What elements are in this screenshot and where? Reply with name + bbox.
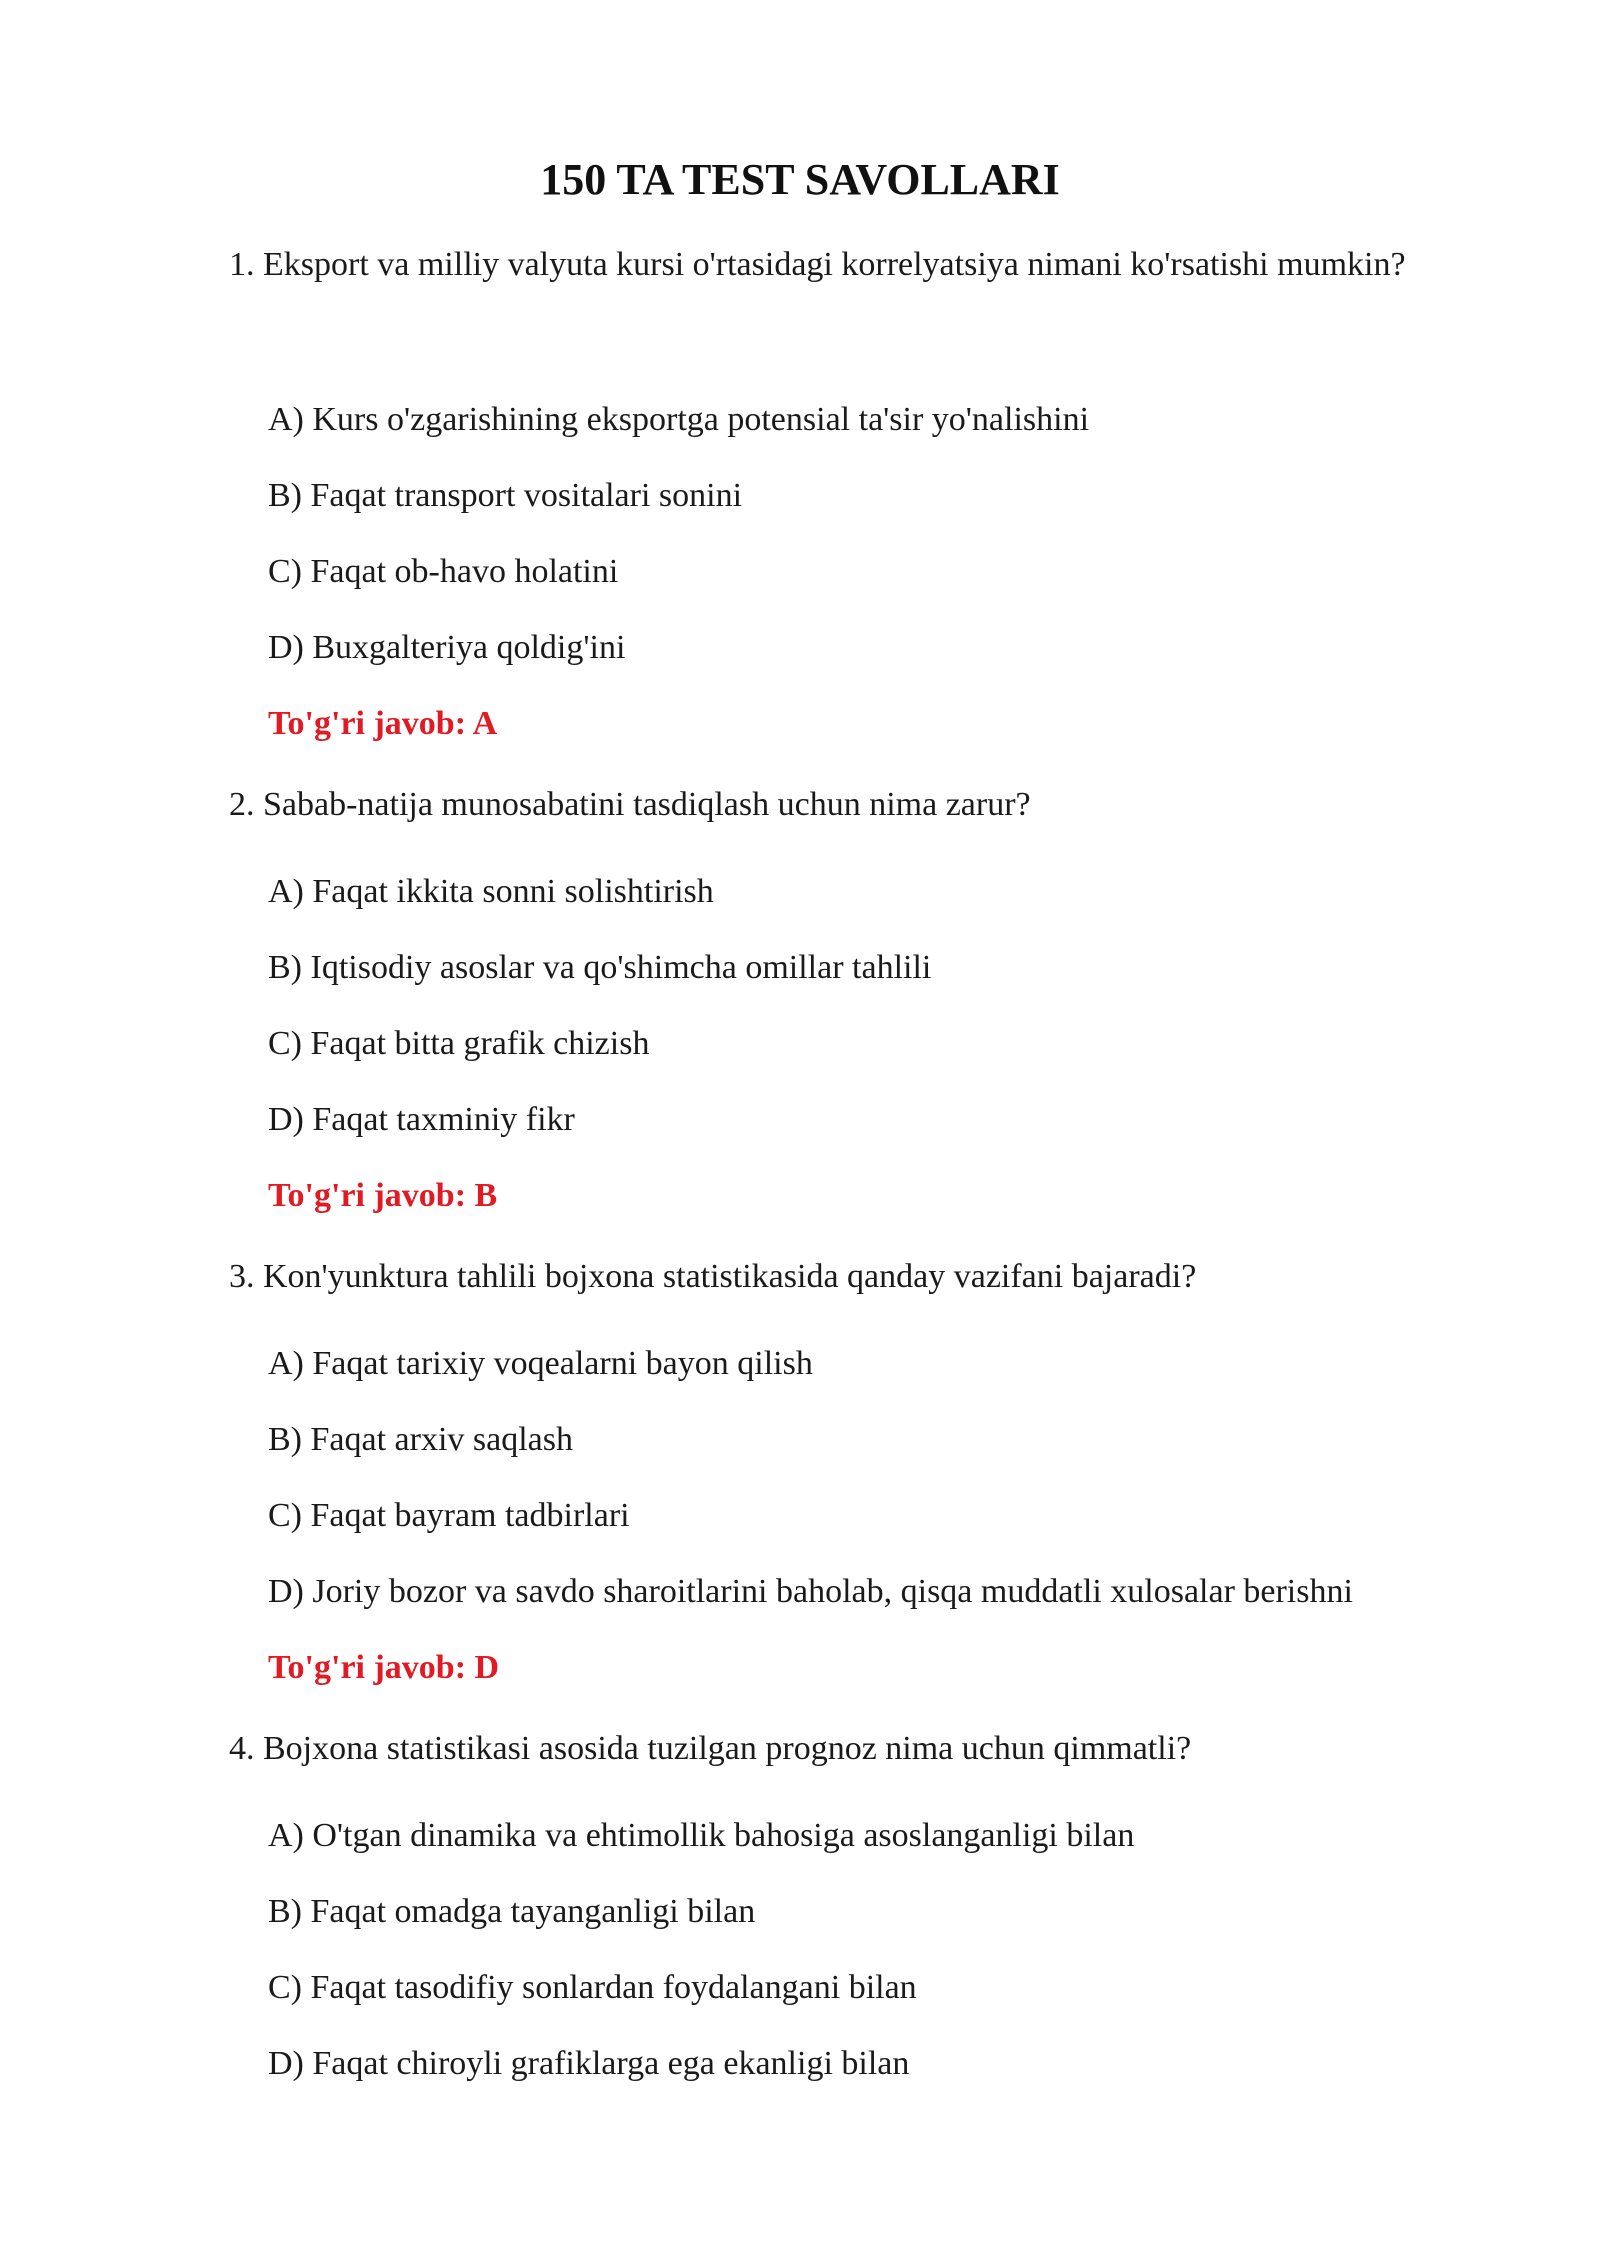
question-4-option-d: D) Faqat chiroyli grafiklarga ega ekanligi bilan bbox=[268, 2045, 910, 2082]
question-1-option-c: C) Faqat ob-havo holatini bbox=[268, 553, 619, 590]
question-3-option-d: D) Joriy bozor va savdo sharoitlarini baholab, qisqa muddatli xulosalar berishni bbox=[268, 1573, 1353, 1610]
question-4-option-b: B) Faqat omadga tayanganligi bilan bbox=[268, 1893, 756, 1930]
question-4-text: 4. Bojxona statistikasi asosida tuzilgan prognoz nima uchun qimmatli? bbox=[229, 1730, 1192, 1767]
question-2-text: 2. Sabab-natija munosabatini tasdiqlash uchun nima zarur? bbox=[229, 786, 1031, 823]
question-2-correct-answer: To'g'ri javob: B bbox=[268, 1177, 498, 1214]
question-3-text: 3. Kon'yunktura tahlili bojxona statistikasida qanday vazifani bajaradi? bbox=[229, 1258, 1197, 1295]
question-2-option-b: B) Iqtisodiy asoslar va qo'shimcha omillar tahlili bbox=[268, 949, 932, 986]
question-1-correct-answer: To'g'ri javob: A bbox=[268, 705, 498, 742]
question-2-option-d: D) Faqat taxminiy fikr bbox=[268, 1101, 575, 1138]
question-3-option-a: A) Faqat tarixiy voqealarni bayon qilish bbox=[268, 1345, 813, 1382]
question-1-option-d: D) Buxgalteriya qoldig'ini bbox=[268, 629, 626, 666]
question-2-option-c: C) Faqat bitta grafik chizish bbox=[268, 1025, 650, 1062]
question-1-option-a: A) Kurs o'zgarishining eksportga potensial ta'sir yo'nalishini bbox=[268, 401, 1090, 438]
question-3-correct-answer: To'g'ri javob: D bbox=[268, 1649, 500, 1686]
document-title: 150 TA TEST SAVOLLARI bbox=[540, 155, 1060, 204]
question-4-option-c: C) Faqat tasodifiy sonlardan foydalangani bilan bbox=[268, 1969, 917, 2006]
question-3-option-b: B) Faqat arxiv saqlash bbox=[268, 1421, 573, 1458]
question-3-option-c: C) Faqat bayram tadbirlari bbox=[268, 1497, 630, 1534]
question-1-text: 1. Eksport va milliy valyuta kursi o'rtasidagi korrelyatsiya nimani ko'rsatishi mumkin? bbox=[229, 246, 1406, 283]
question-4-option-a: A) O'tgan dinamika va ehtimollik bahosiga asoslanganligi bilan bbox=[268, 1817, 1135, 1854]
question-2-option-a: A) Faqat ikkita sonni solishtirish bbox=[268, 873, 714, 910]
question-1-option-b: B) Faqat transport vositalari sonini bbox=[268, 477, 743, 514]
